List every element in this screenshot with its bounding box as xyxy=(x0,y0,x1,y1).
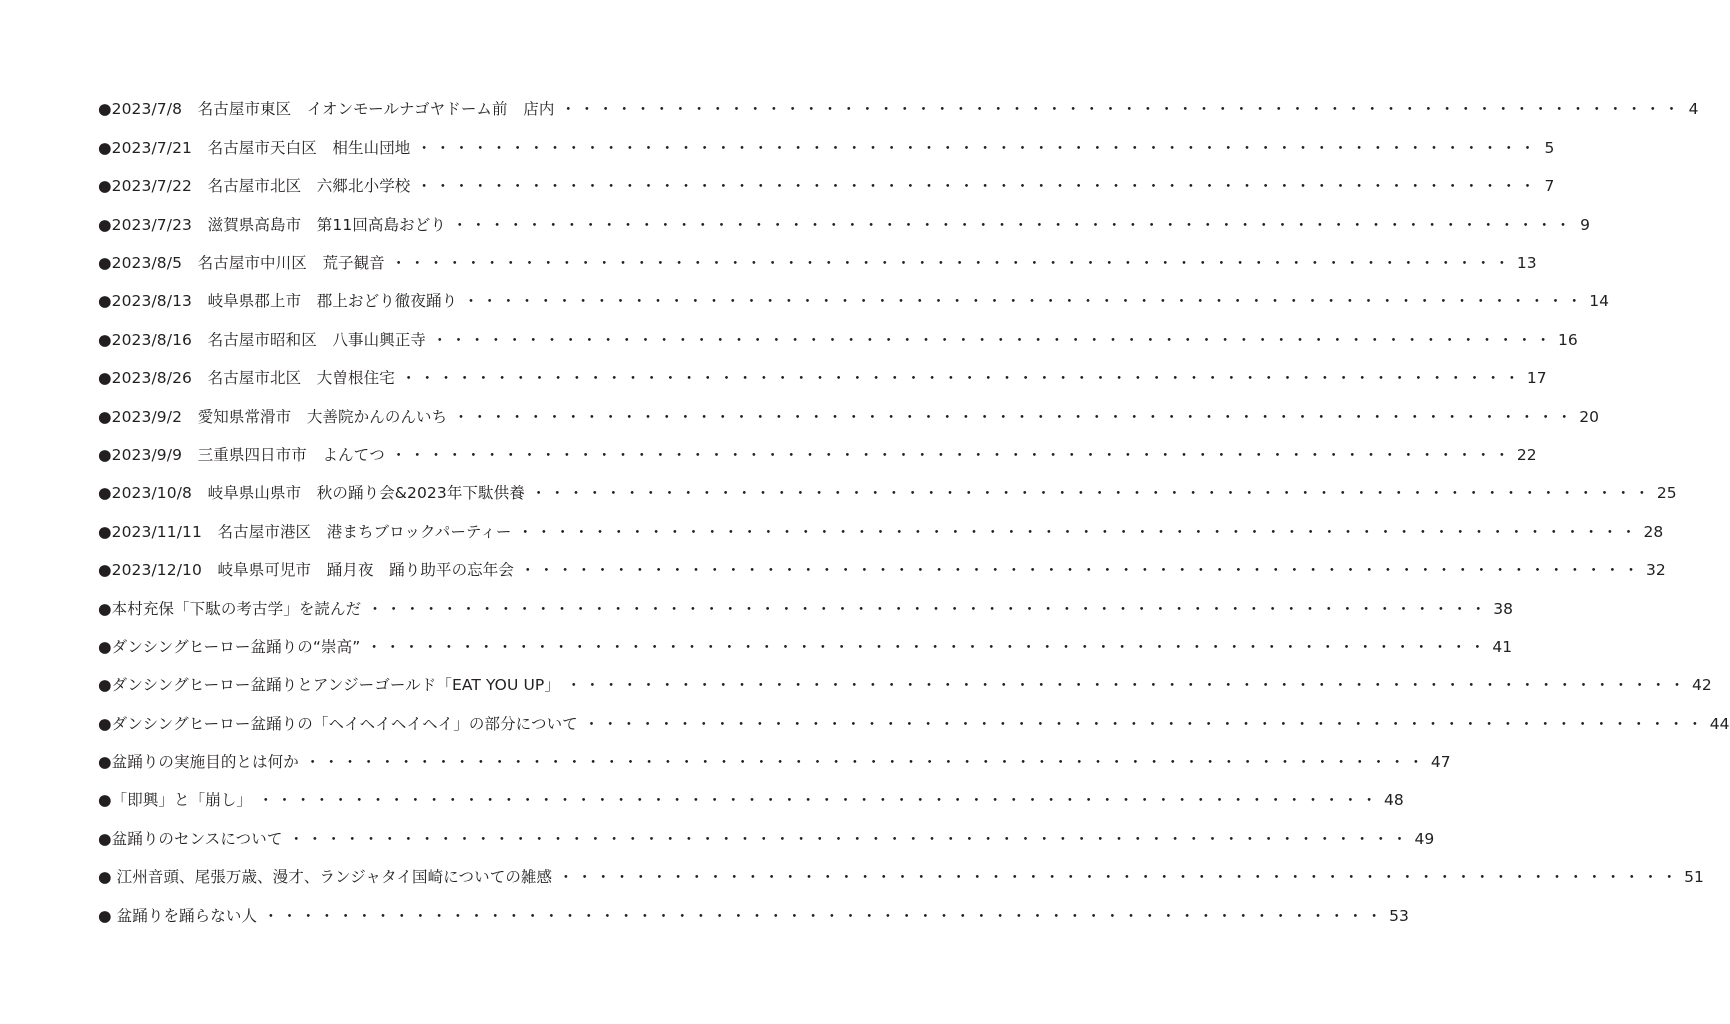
toc-leader-dots: ・・・・・・・・・・・・・・・・・・・・・・・・・・・・・・・・・・・・・・・・・・・・・・・・・・・・・・・・・・・・ xyxy=(416,138,1539,157)
toc-entry-page: 25 xyxy=(1656,484,1677,503)
toc-entry[interactable] xyxy=(98,590,1513,628)
toc-entry-page: 28 xyxy=(1643,522,1664,541)
table-of-contents xyxy=(98,91,1730,936)
toc-entry-page: 48 xyxy=(1384,791,1404,810)
toc-entry-title: ●2023/7/8 名古屋市東区 イオンモールナゴヤドーム前 店内 xyxy=(98,100,555,119)
toc-leader-dots: ・・・・・・・・・・・・・・・・・・・・・・・・・・・・・・・・・・・・・・・・・・・・・・・・・・・・・・・・・・・・ xyxy=(400,369,1523,388)
toc-entry-page: 13 xyxy=(1516,254,1537,272)
toc-entry[interactable] xyxy=(98,206,1590,244)
toc-leader-dots: ・・・・・・・・・・・・・・・・・・・・・・・・・・・・・・・・・・・・・・・・・・・・・・・・・・・・・・・・・・・・ xyxy=(463,292,1586,311)
toc-entry-title: ●2023/8/26 名古屋市北区 大曽根住宅 xyxy=(98,369,395,388)
toc-entry-title: ●盆踊りの実施目的とは何か xyxy=(98,753,299,772)
toc-entry-title: ●2023/8/13 岐阜県郡上市 郡上おどり徹夜踊り xyxy=(98,292,458,311)
toc-entry[interactable] xyxy=(98,513,1664,551)
toc-entry-title: ●2023/11/11 名古屋市港区 港まちブロックパーティー xyxy=(98,522,512,541)
toc-entry-title: ●ダンシングヒーロー盆踊りとアンジーゴールド「EAT YOU UP」 xyxy=(98,676,560,695)
toc-entry-title: ●2023/7/22 名古屋市北区 六郷北小学校 xyxy=(98,177,411,196)
toc-entry-page: 22 xyxy=(1516,445,1537,464)
toc-entry-page: 16 xyxy=(1558,330,1578,349)
toc-leader-dots: ・・・・・・・・・・・・・・・・・・・・・・・・・・・・・・・・・・・・・・・・・・・・・・・・・・・・・・・・・・・・ xyxy=(558,868,1681,887)
toc-entry-page: 4 xyxy=(1688,100,1699,119)
toc-leader-dots: ・・・・・・・・・・・・・・・・・・・・・・・・・・・・・・・・・・・・・・・・・・・・・・・・・・・・・・・・・・・・ xyxy=(263,906,1386,925)
toc-entry-title: ●2023/8/5 名古屋市中川区 荒子観音 xyxy=(98,254,385,272)
toc-entry-page: 49 xyxy=(1414,829,1435,848)
toc-entry-page: 51 xyxy=(1684,868,1704,887)
toc-leader-dots: ・・・・・・・・・・・・・・・・・・・・・・・・・・・・・・・・・・・・・・・・・・・・・・・・・・・・・・・・・・・・ xyxy=(304,753,1427,772)
toc-entry[interactable] xyxy=(98,360,1547,398)
toc-entry-page: 17 xyxy=(1526,369,1547,388)
toc-entry-page: 42 xyxy=(1691,676,1712,695)
toc-entry-page: 5 xyxy=(1544,138,1555,157)
toc-entry[interactable] xyxy=(98,129,1555,167)
toc-entry-page: 7 xyxy=(1544,177,1555,196)
toc-entry[interactable] xyxy=(98,897,1409,935)
toc-entry-title: ●「即興」と「崩し」 xyxy=(98,791,253,810)
toc-leader-dots: ・・・・・・・・・・・・・・・・・・・・・・・・・・・・・・・・・・・・・・・・・・・・・・・・・・・・・・・・・・・・ xyxy=(390,445,1513,464)
toc-entry[interactable] xyxy=(98,168,1555,206)
toc-entry[interactable] xyxy=(98,91,1699,129)
toc-leader-dots: ・・・・・・・・・・・・・・・・・・・・・・・・・・・・・・・・・・・・・・・・・・・・・・・・・・・・・・・・・・・・ xyxy=(432,330,1555,349)
toc-leader-dots: ・・・・・・・・・・・・・・・・・・・・・・・・・・・・・・・・・・・・・・・・・・・・・・・・・・・・・・・・・・・・ xyxy=(565,676,1688,695)
toc-leader-dots: ・・・・・・・・・・・・・・・・・・・・・・・・・・・・・・・・・・・・・・・・・・・・・・・・・・・・・・・・・・・・ xyxy=(530,484,1653,503)
toc-entry[interactable] xyxy=(98,820,1435,858)
toc-entry-title: ●2023/8/16 名古屋市昭和区 八事山興正寺 xyxy=(98,330,427,349)
toc-entry[interactable] xyxy=(98,398,1599,436)
toc-leader-dots: ・・・・・・・・・・・・・・・・・・・・・・・・・・・・・・・・・・・・・・・・・・・・・・・・・・・・・・・・・・・・ xyxy=(288,829,1411,848)
toc-entry-title: ●ダンシングヒーロー盆踊りの「ヘイヘイヘイヘイ」の部分について xyxy=(98,714,578,733)
toc-leader-dots: ・・・・・・・・・・・・・・・・・・・・・・・・・・・・・・・・・・・・・・・・・・・・・・・・・・・・・・・・・・・・ xyxy=(583,714,1706,733)
toc-entry[interactable] xyxy=(98,437,1537,475)
toc-entry-page: 38 xyxy=(1493,599,1513,618)
toc-entry[interactable] xyxy=(98,667,1712,705)
toc-leader-dots: ・・・・・・・・・・・・・・・・・・・・・・・・・・・・・・・・・・・・・・・・・・・・・・・・・・・・・・・・・・・・ xyxy=(451,215,1574,234)
toc-entry[interactable] xyxy=(98,782,1404,820)
toc-leader-dots: ・・・・・・・・・・・・・・・・・・・・・・・・・・・・・・・・・・・・・・・・・・・・・・・・・・・・・・・・・・・・ xyxy=(519,561,1642,580)
toc-entry[interactable] xyxy=(98,245,1537,283)
toc-entry-page: 32 xyxy=(1645,561,1666,580)
toc-entry-page: 14 xyxy=(1589,292,1609,311)
toc-leader-dots: ・・・・・・・・・・・・・・・・・・・・・・・・・・・・・・・・・・・・・・・・・・・・・・・・・・・・・・・・・・・・ xyxy=(258,791,1381,810)
toc-entry[interactable] xyxy=(98,744,1451,782)
toc-entry-title: ●2023/7/23 滋賀県高島市 第11回高島おどり xyxy=(98,215,446,234)
toc-entry[interactable] xyxy=(98,552,1666,590)
toc-entry-page: 53 xyxy=(1389,906,1409,925)
toc-entry[interactable] xyxy=(98,321,1578,359)
toc-entry-page: 44 xyxy=(1709,714,1730,733)
toc-entry[interactable] xyxy=(98,283,1609,321)
toc-entry-title: ● 盆踊りを踊らない人 xyxy=(98,906,258,925)
toc-leader-dots: ・・・・・・・・・・・・・・・・・・・・・・・・・・・・・・・・・・・・・・・・・・・・・・・・・・・・・・・・・・・・ xyxy=(560,100,1683,119)
toc-entry-page: 41 xyxy=(1492,637,1513,656)
toc-entry-title: ●盆踊りのセンスについて xyxy=(98,829,283,848)
toc-entry-title: ●2023/10/8 岐阜県山県市 秋の踊り会&2023年下駄供養 xyxy=(98,484,525,503)
toc-leader-dots: ・・・・・・・・・・・・・・・・・・・・・・・・・・・・・・・・・・・・・・・・・・・・・・・・・・・・・・・・・・・・ xyxy=(517,522,1640,541)
toc-entry[interactable] xyxy=(98,475,1677,513)
toc-leader-dots: ・・・・・・・・・・・・・・・・・・・・・・・・・・・・・・・・・・・・・・・・・・・・・・・・・・・・・・・・・・・・ xyxy=(453,407,1576,426)
toc-entry-title: ● 江州音頭、尾張万歳、漫才、ランジャタイ国崎についての雑感 xyxy=(98,868,553,887)
toc-entry-title: ●2023/9/2 愛知県常滑市 大善院かんのんいち xyxy=(98,407,448,426)
toc-entry-title: ●2023/9/9 三重県四日市市 よんてつ xyxy=(98,445,385,464)
toc-entry-page: 47 xyxy=(1430,753,1451,772)
toc-leader-dots: ・・・・・・・・・・・・・・・・・・・・・・・・・・・・・・・・・・・・・・・・・・・・・・・・・・・・・・・・・・・・ xyxy=(366,637,1489,656)
toc-entry[interactable] xyxy=(98,628,1513,666)
toc-entry-page: 20 xyxy=(1579,407,1599,426)
toc-entry-page: 9 xyxy=(1580,215,1590,234)
toc-leader-dots: ・・・・・・・・・・・・・・・・・・・・・・・・・・・・・・・・・・・・・・・・・・・・・・・・・・・・・・・・・・・・ xyxy=(390,254,1513,272)
toc-entry-title: ●2023/7/21 名古屋市天白区 相生山団地 xyxy=(98,138,411,157)
toc-leader-dots: ・・・・・・・・・・・・・・・・・・・・・・・・・・・・・・・・・・・・・・・・・・・・・・・・・・・・・・・・・・・・ xyxy=(367,599,1490,618)
toc-entry-title: ●2023/12/10 岐阜県可児市 踊月夜 踊り助平の忘年会 xyxy=(98,561,514,580)
toc-entry-title: ●本村充保「下駄の考古学」を読んだ xyxy=(98,599,362,618)
toc-entry[interactable] xyxy=(98,859,1704,897)
toc-entry[interactable] xyxy=(98,705,1730,743)
toc-entry-title: ●ダンシングヒーロー盆踊りの“崇高” xyxy=(98,637,361,656)
toc-leader-dots: ・・・・・・・・・・・・・・・・・・・・・・・・・・・・・・・・・・・・・・・・・・・・・・・・・・・・・・・・・・・・ xyxy=(416,177,1539,196)
